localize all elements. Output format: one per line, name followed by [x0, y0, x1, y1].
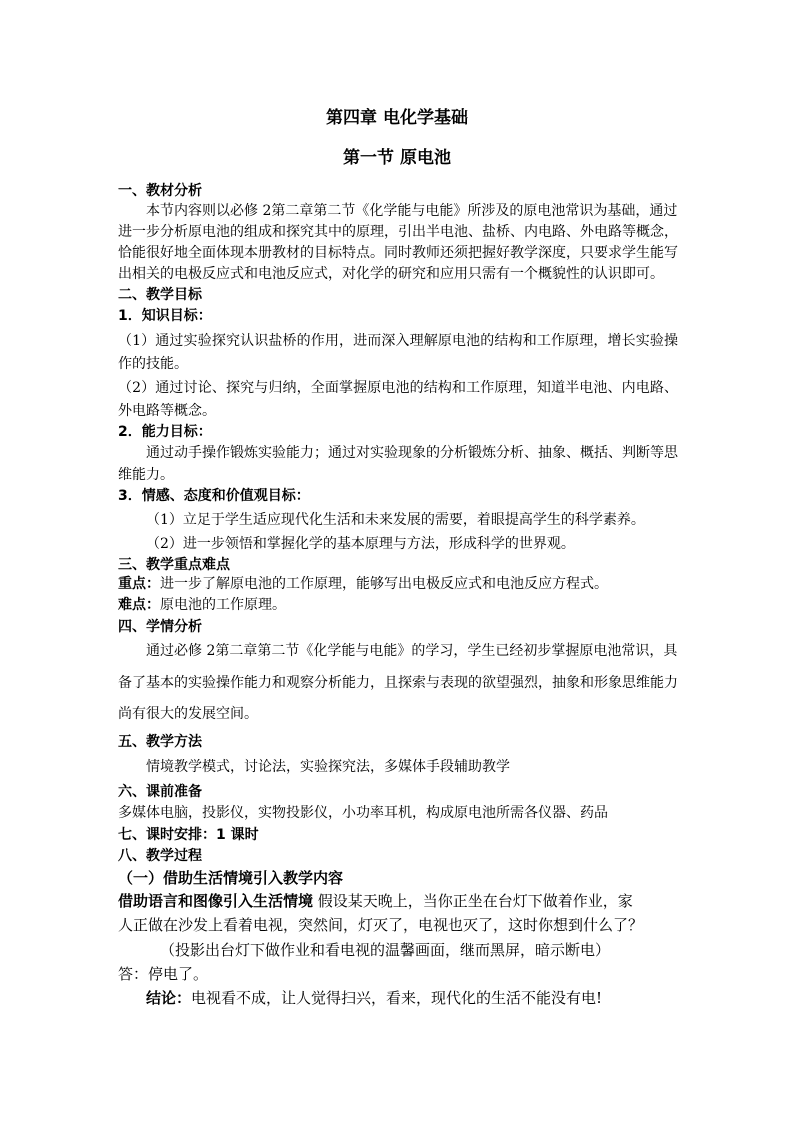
paragraph-line: （2）通过讨论、探究与归纳，全面掌握原电池的结构和工作原理，知道半电池、内电路、	[118, 380, 678, 396]
key-point-line	[118, 574, 608, 594]
scenario-line: 人正做在沙发上看着电视，突然间，灯灭了，电视也灭了，这时你想到什么了？	[118, 916, 644, 934]
difficulty-text: 原电池的工作原理。	[160, 597, 286, 613]
paragraph-line: 本节内容则以必修 2第二章第二节《化学能与电能》所涉及的原电池常识为基础，通过	[146, 203, 678, 219]
heading-ability-goals: 2．能力目标：	[118, 424, 212, 440]
paragraph-line: 通过必修 2第二章第二节《化学能与电能》的学习，学生已经初步掌握原电池常识，具	[146, 643, 678, 659]
scenario-line	[118, 891, 633, 911]
paragraph-line: 恰能很好地全面体现本册教材的目标特点。同时教师还须把握好教学深度，只要求学生能写	[118, 245, 678, 261]
paragraph-line: 出相关的电极反应式和电池反应式，对化学的研究和应用只需有一个概貌性的认识即可。	[118, 266, 664, 282]
paragraph-line: 外电路等概念。	[118, 403, 216, 419]
heading-key-points: 三、教学重点难点	[118, 557, 230, 573]
answer-line	[118, 964, 208, 984]
heading-student-analysis: 四、学情分析	[118, 619, 202, 635]
heading-preparation: 六、课前准备	[118, 784, 202, 800]
paragraph-line: （2）进一步领悟和掌握化学的基本原理与方法，形成科学的世界观。	[146, 536, 575, 552]
heading-emotion-goals: 3．情感、态度和价值观目标：	[118, 488, 310, 504]
section-title: 第一节 原电池	[343, 148, 451, 168]
key-point-label: 重点：	[118, 576, 160, 592]
paragraph-line: （1）通过实验探究认识盐桥的作用，进而深入理解原电池的结构和工作原理，增长实验操	[118, 333, 678, 349]
heading-knowledge-goals: 1．知识目标：	[118, 308, 212, 324]
paragraph-line: 作的技能。	[118, 356, 188, 372]
heading-teaching-process: 八、教学过程	[118, 848, 202, 864]
heading-schedule: 七、课时安排：1 课时	[118, 827, 259, 843]
difficulty-label: 难点：	[118, 597, 160, 613]
scenario-lead: 借助语言和图像引入生活情境	[118, 892, 314, 910]
conclusion-line	[146, 988, 602, 1008]
paragraph-line: 通过动手操作锻炼实验能力；通过对实验现象的分析锻炼分析、抽象、概括、判断等思	[146, 445, 678, 461]
heading-teaching-methods: 五、教学方法	[118, 734, 202, 750]
paragraph-line: 维能力。	[118, 467, 174, 483]
paragraph-line: 备了基本的实验操作能力和观察分析能力，且探索与表现的欲望强烈，抽象和形象思维能力	[118, 675, 678, 691]
conclusion-text: 电视看不成，让人觉得扫兴，看来，现代化的生活不能没有电!	[191, 989, 603, 1007]
paragraph-line: 尚有很大的发展空间。	[118, 706, 258, 722]
heading-textbook-analysis: 一、教材分析	[118, 183, 202, 199]
sub-heading-life-context: （一）借助生活情境引入教学内容	[118, 869, 344, 887]
teaching-methods-text: 情境教学模式，讨论法，实验探究法，多媒体手段辅助教学	[146, 759, 510, 775]
difficulty-line	[118, 595, 286, 615]
scenario-text: 假设某天晚上，当你正坐在台灯下做着作业，家	[313, 892, 633, 910]
key-point-text: 进一步了解原电池的工作原理，能够写出电极反应式和电池反应方程式。	[160, 576, 608, 592]
chapter-title: 第四章 电化学基础	[326, 108, 468, 128]
answer-label: 答：	[118, 965, 149, 983]
paragraph-line: （1）立足于学生适应现代化生活和未来发展的需要，着眼提高学生的科学素养。	[146, 512, 645, 528]
projection-note: （投影出台灯下做作业和看电视的温馨画面，继而黑屏，暗示断电）	[160, 941, 611, 959]
preparation-text: 多媒体电脑，投影仪，实物投影仪，小功率耳机，构成原电池所需各仪器、药品	[118, 805, 608, 821]
paragraph-line: 进一步分析原电池的组成和探究其中的原理，引出半电池、盐桥、内电路、外电路等概念，	[118, 224, 678, 240]
heading-teaching-goals: 二、教学目标	[118, 287, 202, 303]
conclusion-label: 结论：	[146, 989, 192, 1007]
answer-text: 停电了。	[148, 965, 209, 983]
